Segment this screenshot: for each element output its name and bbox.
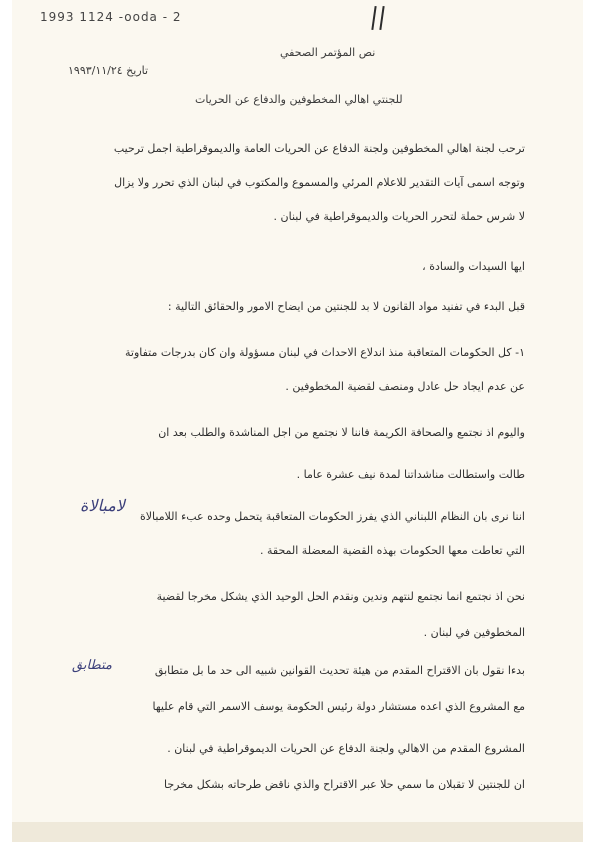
- text-line: واليوم اذ نجتمع والصحافة الكريمة فاننا لا نجتمع من اجل المناشدة والطلب بعد ان: [158, 426, 525, 439]
- document-date: تاريخ ١٩٩٣/١١/٢٤: [68, 64, 149, 77]
- handwritten-insertion: لامبالاة: [80, 496, 125, 515]
- text-line: طالت واستطالت مناشداتنا لمدة نيف عشرة عاما .: [296, 468, 525, 481]
- document-page: [12, 0, 583, 842]
- archive-reference: 1993 1124 -ooda - 2: [40, 10, 182, 24]
- text-line: وتوجه اسمى آيات التقدير للاعلام المرئي والمسموع والمكتوب في لبنان الذي تحرر ولا يزال: [114, 176, 525, 189]
- text-line: ايها السيدات والسادة ،: [422, 260, 525, 273]
- text-line: قبل البدء في تفنيد مواد القانون لا بد للجنتين من ايضاح الامور والحقائق التالية :: [167, 300, 525, 313]
- document-heading-place: نص المؤتمر الصحفي: [280, 46, 376, 59]
- text-line: مع المشروع الذي اعده مستشار دولة رئيس الحكومة يوسف الاسمر التي قام عليها: [152, 700, 525, 713]
- text-line: لا شرس حملة لتحرر الحريات والديموقراطية في لبنان .: [273, 210, 525, 223]
- page-bottom-edge: [12, 822, 583, 842]
- text-line: ترحب لجنة اهالي المخطوفين ولجنة الدفاع عن الحريات العامة والديموقراطية اجمل ترحيب: [113, 142, 525, 155]
- handwritten-insertion: متطابق: [72, 658, 112, 673]
- text-line: عن عدم ايجاد حل عادل ومنصف لقضية المخطوفين .: [285, 380, 525, 393]
- text-line: المخطوفين في لبنان .: [423, 626, 525, 639]
- text-line: التي تعاطت معها الحكومات بهذه القضية المعضلة المحقة .: [259, 544, 525, 557]
- text-line: اننا نرى بان النظام اللبناني الذي يفرز الحكومات المتعاقبة يتحمل وحده عبء اللامبالاة: [140, 510, 525, 523]
- text-line: المشروع المقدم من الاهالي ولجنة الدفاع عن الحريات الديموقراطية في لبنان .: [167, 742, 525, 755]
- text-line: بدءا نقول بان الاقتراح المقدم من هيئة تحديث القوانين شبيه الى حد ما بل متطابق: [154, 664, 525, 677]
- pen-strokes-mark: [373, 6, 389, 34]
- text-line: نحن اذ نجتمع انما نجتمع لنتهم وندين ونقدم الحل الوحيد الذي يشكل مخرجا لقضية: [156, 590, 525, 603]
- document-title: للجنتي اهالي المخطوفين والدفاع عن الحريات: [195, 93, 403, 106]
- text-line: ١- كل الحكومات المتعاقبة منذ اندلاع الاحداث في لبنان مسؤولة وان كان بدرجات متفاوتة: [125, 346, 525, 359]
- text-line: ان للجنتين لا تقبلان ما سمي حلا عبر الاقتراح والذي ناقض طرحاته بشكل مخرجا: [164, 778, 525, 791]
